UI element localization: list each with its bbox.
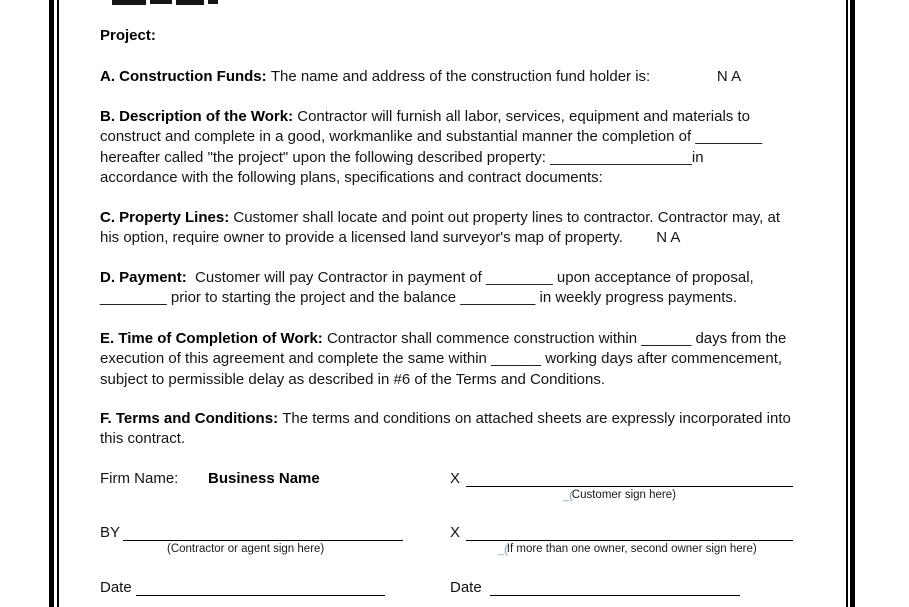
hint-text: If more than one owner, second owner sign here): [506, 543, 757, 555]
text-line: ________ prior to starting the project and the balance _________ in weekly progress payments.: [100, 289, 738, 307]
firm-name-label: Firm Name:: [100, 470, 179, 487]
section-label: B. Description of the Work:: [100, 108, 294, 125]
section-label: A. Construction Funds:: [100, 68, 267, 85]
section-label: D. Payment:: [100, 269, 187, 286]
section-description-of-work: [100, 107, 862, 188]
text-line: B. Description of the Work: Contractor will furnish all labor, services, equipment and materials to: [100, 108, 750, 125]
hint-text: (Contractor or agent sign here): [167, 543, 325, 555]
date-line-left: [136, 580, 385, 596]
contractor-signature-line: [123, 525, 403, 541]
section-payment: [100, 268, 862, 309]
text-line: E. Time of Completion of Work: Contractor shall commence construction within ______ days from the: [100, 330, 787, 347]
signature-row-by: [0, 524, 909, 542]
customer-signature-line: [466, 471, 793, 487]
text-line: execution of this agreement and complete the same within ______ working days after commencement,: [100, 350, 783, 368]
text-line: C. Property Lines: Customer shall locate and point out property lines to contractor. Contractor may, at: [100, 209, 781, 226]
section-label: C. Property Lines:: [100, 209, 230, 226]
customer-x-label: X: [450, 470, 461, 487]
second-owner-signature-line: [466, 525, 793, 541]
text-line: accordance with the following plans, specifications and contract documents:: [100, 168, 603, 186]
section-terms-and-conditions: [100, 409, 862, 450]
date-label-right: Date: [450, 579, 482, 596]
second-owner-x-label: X: [450, 524, 461, 541]
contractor-sign-hint: [167, 543, 324, 555]
text-line: subject to permissible delay as described in #6 of the Terms and Conditions.: [100, 370, 605, 388]
section-time-of-completion: [100, 329, 862, 390]
anchor-mark-icon: _(: [563, 490, 573, 502]
section-property-lines: [100, 208, 862, 249]
second-owner-sign-hint: [498, 543, 757, 555]
section-label: E. Time of Completion of Work:: [100, 330, 323, 347]
page-border-left-thin: [57, 0, 59, 607]
text-line: this contract.: [100, 430, 186, 448]
firm-name-value: Business Name: [208, 470, 320, 487]
signature-row-date: [0, 579, 909, 597]
section-label: F. Terms and Conditions:: [100, 410, 279, 427]
date-line-right: [490, 580, 740, 596]
text-line: his option, require owner to provide a licensed land surveyor's map of property. N A: [100, 229, 681, 247]
project-heading: Project:: [100, 27, 156, 44]
by-label: BY: [100, 524, 121, 541]
text-line: F. Terms and Conditions: The terms and conditions on attached sheets are expressly incorporated into: [100, 410, 791, 427]
page-border-left-thick: [49, 0, 54, 607]
text-line: hereafter called "the project" upon the following described property: _________________in: [100, 148, 704, 166]
date-label-left: Date: [100, 579, 132, 596]
customer-sign-hint: [563, 489, 676, 501]
text-line: construct and complete in a good, workmanlike and substantial manner the completion of ________: [100, 128, 763, 146]
text-line: D. Payment: Customer will pay Contractor in payment of ________ upon acceptance of proposal,: [100, 269, 754, 286]
signature-row-firm: [0, 470, 909, 488]
hint-text: Customer sign here): [571, 489, 676, 501]
anchor-mark-icon: _(: [498, 544, 508, 556]
text-line: A. Construction Funds: The name and address of the construction fund holder is: N A: [100, 68, 742, 85]
section-construction-funds: [100, 67, 862, 87]
